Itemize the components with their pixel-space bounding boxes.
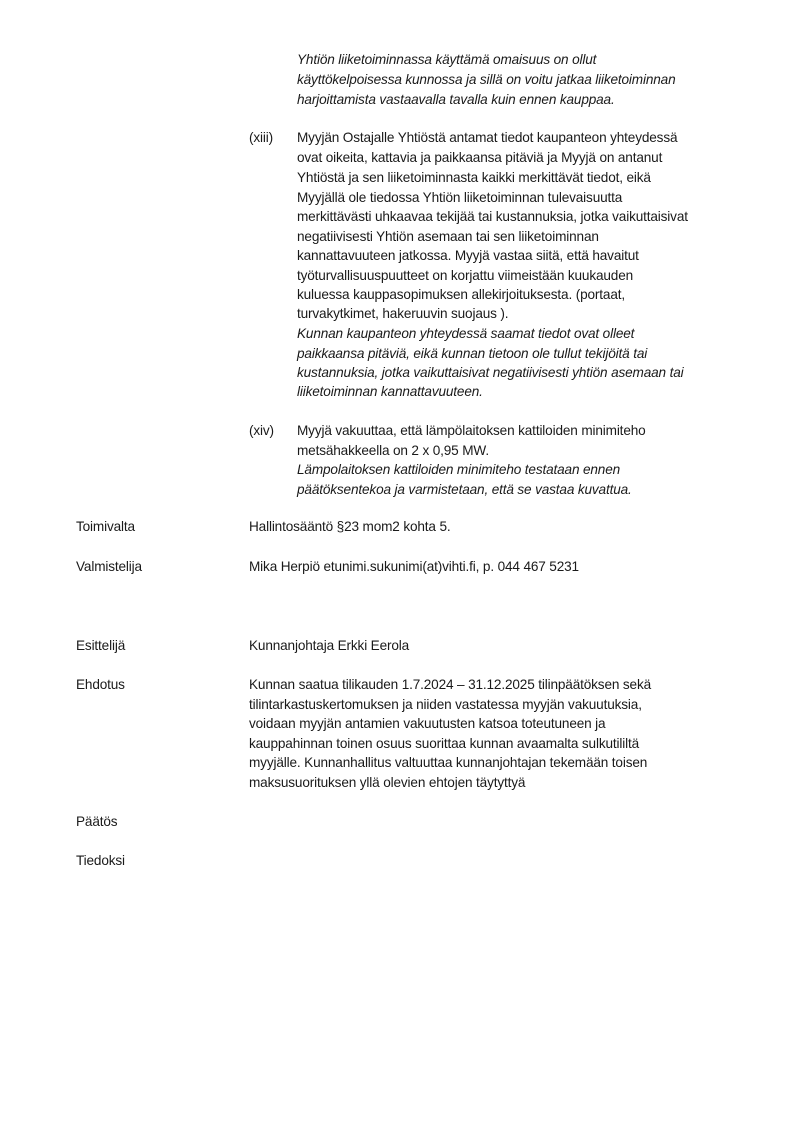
text-line: Yhtiöstä ja sen liiketoiminnasta kaikki merkittävät tiedot, eikä	[297, 170, 651, 185]
field-label: Valmistelija	[76, 559, 142, 574]
text-line: myyjälle. Kunnanhallitus valtuuttaa kunnanjohtajan tekemään toisen	[249, 755, 648, 770]
text-line: työturvallisuuspuutteet on korjattu viimeistään kuukauden	[297, 268, 634, 283]
text-line: Yhtiön liiketoiminnassa käyttämä omaisuus on ollut	[297, 52, 597, 67]
field-value: Hallintosääntö §23 mom2 kohta 5.	[249, 519, 451, 534]
text-line: harjoittamista vastaavalla tavalla kuin ennen kauppaa.	[297, 92, 615, 107]
item-number: (xiii)	[249, 130, 274, 145]
item-number: (xiv)	[249, 423, 274, 438]
field-value: Mika Herpiö etunimi.sukunimi(at)vihti.fi, p. 044 467 5231	[249, 559, 579, 574]
text-line: negatiivisesti Yhtiön asemaan tai sen liiketoiminnan	[297, 229, 599, 244]
text-line: Myyjä vakuuttaa, että lämpölaitoksen kattiloiden minimiteho	[297, 423, 646, 438]
text-line: Myyjällä ole tiedossa Yhtiön liiketoiminnan tulevaisuutta	[297, 190, 623, 205]
text-line: ovat oikeita, kattavia ja paikkaansa pitäviä ja Myyjä on antanut	[297, 150, 663, 165]
field-label: Toimivalta	[76, 519, 135, 534]
text-line: turvakytkimet, hakeruuvin suojaus ).	[297, 306, 509, 321]
comment-line: päätöksentekoa ja varmistetaan, että se vastaa kuvattua.	[297, 482, 632, 497]
comment-line: paikkaansa pitäviä, eikä kunnan tietoon ole tullut tekijöitä tai	[297, 346, 648, 361]
field-value: Kunnanjohtaja Erkki Eerola	[249, 638, 410, 653]
text-line: kauppahinnan toinen osuus suorittaa kunnan avaamalta sulkutililtä	[249, 736, 640, 751]
comment-line: liiketoiminnan kannattavuuteen.	[297, 384, 483, 399]
text-line: käyttökelpoisessa kunnossa ja sillä on voitu jatkaa liiketoiminnan	[297, 72, 676, 87]
text-line: Kunnan saatua tilikauden 1.7.2024 – 31.12.2025 tilinpäätöksen sekä	[249, 677, 652, 692]
text-line: maksusuorituksen yllä olevien ehtojen täytyttyä	[249, 775, 526, 790]
comment-line: kustannuksia, jotka vaikuttaisivat negatiivisesti yhtiön asemaan tai	[297, 365, 684, 380]
comment-line: Lämpolaitoksen kattiloiden minimiteho testataan ennen	[297, 462, 621, 477]
field-tiedoksi-label: Tiedoksi	[76, 853, 125, 868]
field-paatos-label: Päätös	[76, 814, 118, 829]
text-line: kannattavuuteen jatkossa. Myyjä vastaa siitä, että havaitut	[297, 248, 639, 263]
comment-line: Kunnan kaupanteon yhteydessä saamat tiedot ovat olleet	[297, 326, 635, 341]
field-label: Ehdotus	[76, 677, 125, 692]
text-line: tilintarkastuskertomuksen ja niiden vastatessa myyjän vakuutuksia,	[249, 697, 642, 712]
field-label: Esittelijä	[76, 638, 126, 653]
text-line: metsähakkeella on 2 x 0,95 MW.	[297, 443, 489, 458]
text-line: voidaan myyjän antamien vakuutusten katsoa toteutuneen ja	[249, 716, 606, 731]
text-line: Myyjän Ostajalle Yhtiöstä antamat tiedot kaupanteon yhteydessä	[297, 130, 678, 145]
text-line: kuluessa kauppasopimuksen allekirjoituksesta. (portaat,	[297, 287, 625, 302]
text-line: merkittävästi uhkaavaa tekijää tai kustannuksia, jotka vaikuttaisivat	[297, 209, 688, 224]
